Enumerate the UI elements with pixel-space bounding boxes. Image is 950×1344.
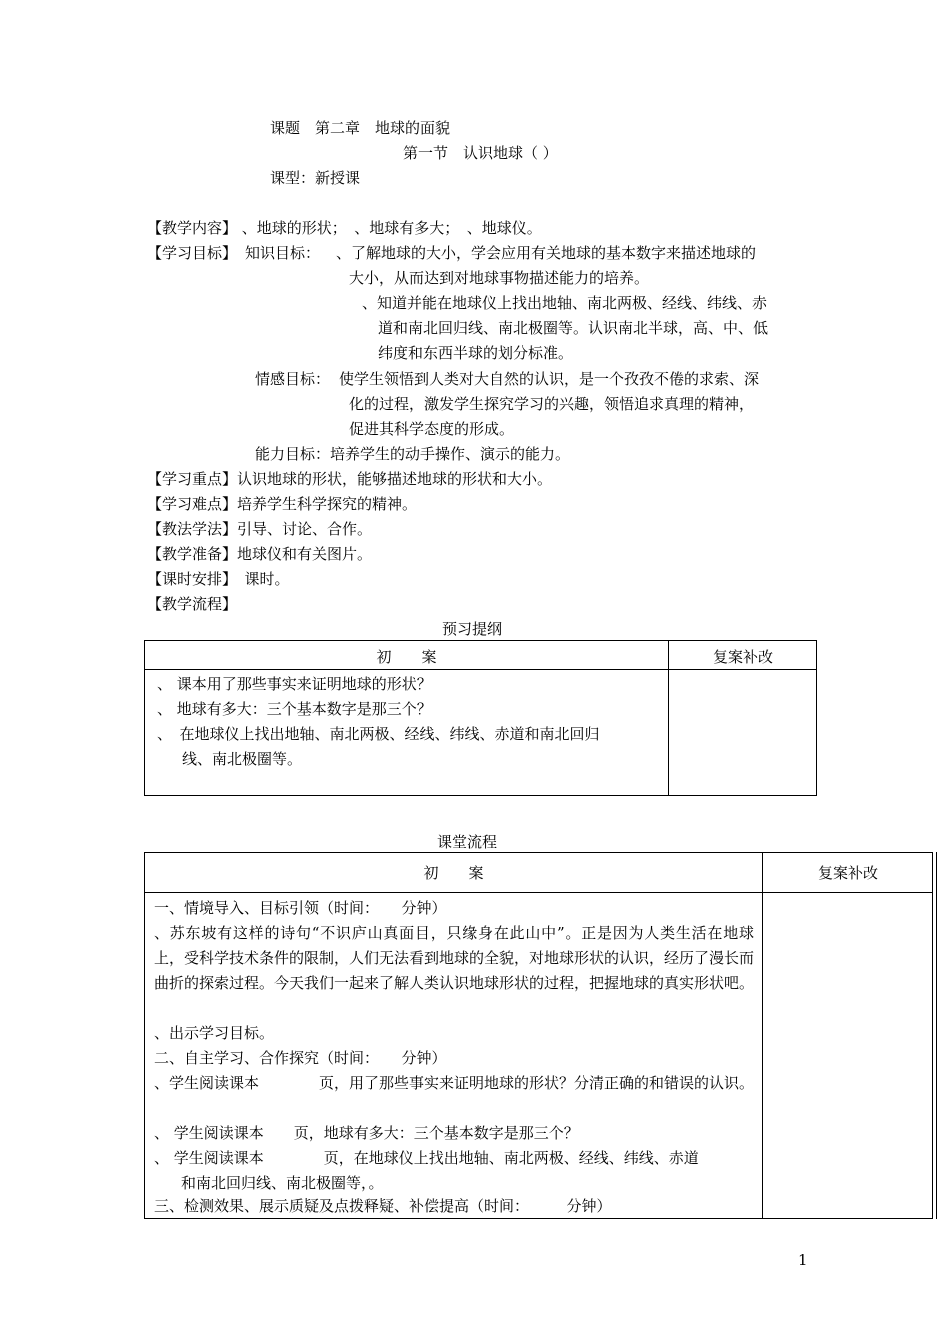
page-number: 1 <box>798 1251 808 1269</box>
preview-header-divider <box>145 669 816 670</box>
lesson-type: 课型：新授课 <box>270 169 361 187</box>
step-3-heading: 三、检测效果、展示质疑及点拨释疑、补偿提高（时间： 分钟） <box>154 1197 612 1215</box>
step-1-paragraph-1: 、苏东坡有这样的诗句“不识庐山真面目，只缘身在此山中”。正是因为人类生活在地球上，受科学技术条件的限制，人们无法看到地球的全貌，对地球形状的认识，经历了漫长而曲折的探索过程。今天我们一起来了解人类认识地球形状的过程，把握地球的真实形状吧。 <box>154 924 755 992</box>
knowledge-2-line3: 纬度和东西半球的划分标准。 <box>378 344 574 362</box>
schedule-text: 课时。 <box>229 570 290 588</box>
objectives-label: 【学习目标】 <box>147 244 238 262</box>
lesson-topic: 课题 第二章 地球的面貌 <box>270 119 451 137</box>
section-title: 第一节 认识地球（ ） <box>403 144 558 162</box>
methods-text: 引导、讨论、合作。 <box>237 520 373 538</box>
preview-col-draft: 初 案 <box>376 648 437 666</box>
knowledge-1-line2: 大小，从而达到对地球事物描述能力的培养。 <box>349 269 650 287</box>
preview-table <box>144 640 817 796</box>
classroom-column-divider <box>762 853 763 1218</box>
preparation-label: 【教学准备】 <box>147 545 238 563</box>
methods-label: 【教法学法】 <box>147 520 238 538</box>
preview-item-3-line2: 线、南北极圈等。 <box>182 750 303 768</box>
ability-label: 能力目标： <box>255 445 331 463</box>
knowledge-2-line2: 道和南北回归线、南北极圈等。认识南北半球，高、中、低 <box>378 319 769 337</box>
schedule-label: 【课时安排】 <box>147 570 230 588</box>
content-text: 、地球的形状； 、地球有多大； 、地球仪。 <box>237 219 542 237</box>
step-2-paragraph-3-line1: 、 学生阅读课本 页，在地球仪上找出地轴、南北两极、经线、纬线、赤道 <box>154 1149 699 1167</box>
knowledge-label: 知识目标： <box>245 244 321 262</box>
preview-col-revise: 复案补改 <box>712 648 773 666</box>
difficulties-text: 培养学生科学探究的精神。 <box>237 495 418 513</box>
preview-item-2: 、 地球有多大：三个基本数字是那三个？ <box>157 700 432 718</box>
step-2-paragraph-1: 、学生阅读课本 页，用了那些事实来证明地球的形状？分清正确的和错误的认识。 <box>154 1074 755 1092</box>
step-2-heading: 二、自主学习、合作探究（时间： 分钟） <box>154 1049 447 1067</box>
classroom-col-revise: 复案补改 <box>817 864 878 882</box>
emotion-line1: 使学生领悟到人类对大自然的认识，是一个孜孜不倦的求索、深 <box>339 370 760 388</box>
content-label: 【教学内容】 <box>147 219 238 237</box>
schedule-row <box>147 569 290 589</box>
classroom-table <box>144 852 933 1219</box>
key-points-row <box>147 469 552 489</box>
emotion-line2: 化的过程，激发学生探究学习的兴趣，领悟追求真理的精神， <box>349 395 755 413</box>
preparation-row <box>147 544 372 564</box>
preview-title: 预习提纲 <box>442 620 503 638</box>
methods-row <box>147 519 372 539</box>
preview-item-3-line1: 、 在地球仪上找出地轴、南北两极、经线、纬线、赤道和南北回归 <box>157 725 600 743</box>
difficulties-label: 【学习难点】 <box>147 495 238 513</box>
knowledge-1-line1: 、了解地球的大小，学会应用有关地球的基本数字来描述地球的 <box>336 244 757 262</box>
step-1-heading: 一、情境导入、目标引领（时间： 分钟） <box>154 899 447 917</box>
emotion-label: 情感目标： <box>255 370 331 388</box>
preview-item-1: 、 课本用了那些事实来证明地球的形状？ <box>157 675 432 693</box>
classroom-col-draft: 初 案 <box>423 864 484 882</box>
step-2-paragraph-3-line2: 和南北回归线、南北极圈等，。 <box>181 1174 384 1192</box>
classroom-title: 课堂流程 <box>437 833 498 851</box>
content-row <box>147 218 542 238</box>
ability-text: 培养学生的动手操作、演示的能力。 <box>330 445 571 463</box>
knowledge-2-line1: 、知道并能在地球仪上找出地轴、南北两极、经线、纬线、赤 <box>362 294 768 312</box>
step-2-paragraph-2: 、 学生阅读课本 页，地球有多大：三个基本数字是那三个？ <box>154 1124 579 1142</box>
key-points-label: 【学习重点】 <box>147 470 238 488</box>
classroom-header-divider <box>145 892 932 893</box>
emotion-line3: 促进其科学态度的形成。 <box>349 420 515 438</box>
key-points-text: 认识地球的形状，能够描述地球的形状和大小。 <box>237 470 553 488</box>
classroom-table-outer-edge <box>936 852 937 1219</box>
preparation-text: 地球仪和有关图片。 <box>237 545 373 563</box>
flow-label: 【教学流程】 <box>147 595 238 613</box>
difficulties-row <box>147 494 417 514</box>
ability-row <box>255 444 570 464</box>
step-1-paragraph-2: 、出示学习目标。 <box>154 1024 275 1042</box>
